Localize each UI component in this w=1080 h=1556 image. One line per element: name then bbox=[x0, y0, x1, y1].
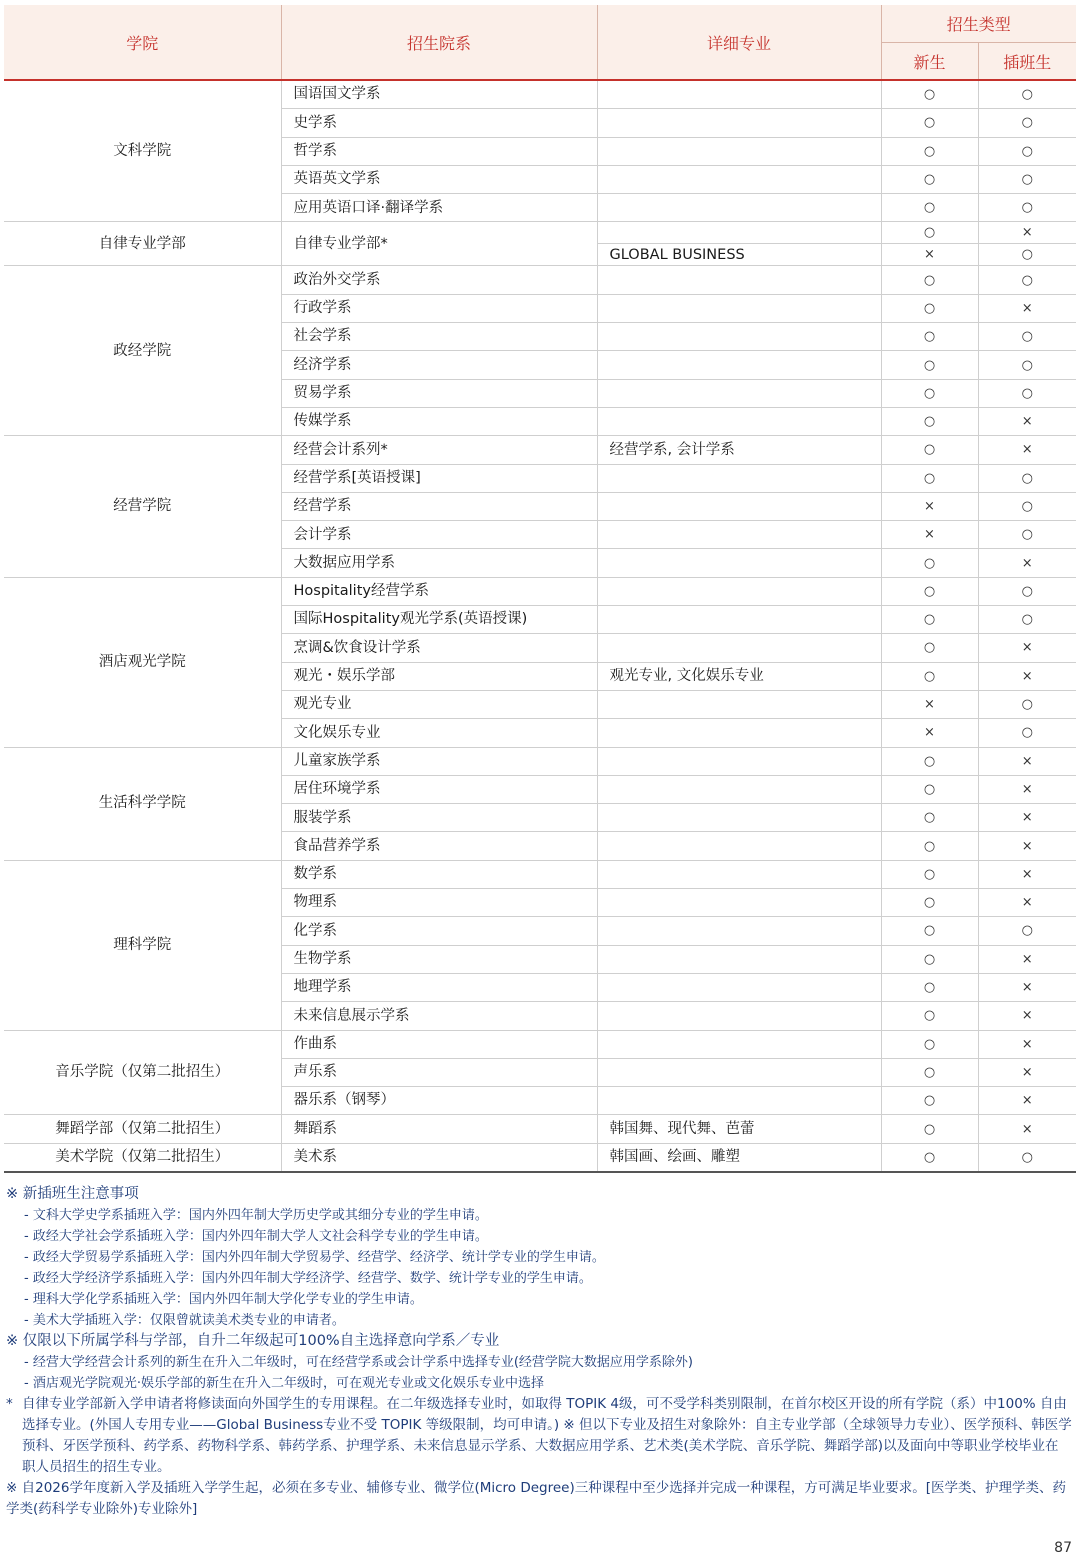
department-cell: 未来信息展示学系 bbox=[281, 1002, 597, 1030]
freshman-mark: ○ bbox=[881, 436, 978, 464]
major-cell: 韩国舞、现代舞、芭蕾 bbox=[597, 1115, 881, 1143]
major-cell bbox=[597, 379, 881, 407]
freshman-mark: ○ bbox=[881, 606, 978, 634]
transfer-mark: × bbox=[978, 804, 1076, 832]
transfer-mark: × bbox=[978, 832, 1076, 860]
star-note-text: 自律专业学部新入学申请者将修读面向外国学生的专用课程。在二年级选择专业时，如取得 TOPIK 4级，可不受学科类别限制，在首尔校区开设的所有学院（系）中100% 自由选择专业。(外国人专用专业——Global Business专业不受 TOPIK 等级限制，均可申请。) ※ 但以下专业及招生对象除外：自主专业学部（全球领导力专业）、医学预科、韩医学预科、牙医学预科、药学系、药物科学系、韩药学系、护理学系、未来信息显示学系、大数据应用学系、艺术类(美术学院、音乐学院、舞蹈学部)以及面向中等职业学校毕业在职人员招生的招生专业。 bbox=[22, 1396, 1072, 1475]
table-body bbox=[4, 80, 1076, 1172]
transfer-mark: ○ bbox=[978, 137, 1076, 165]
major-cell bbox=[597, 690, 881, 718]
header-major: 详细专业 bbox=[597, 5, 881, 80]
major-cell bbox=[597, 577, 881, 605]
freshman-mark: × bbox=[881, 690, 978, 718]
transfer-mark: × bbox=[978, 1002, 1076, 1030]
department-cell: 政治外交学系 bbox=[281, 266, 597, 294]
star-note bbox=[6, 1394, 1072, 1478]
major-cell bbox=[597, 775, 881, 803]
freshman-mark: ○ bbox=[881, 973, 978, 1001]
table-row bbox=[4, 860, 1076, 888]
major-cell bbox=[597, 407, 881, 435]
table-row bbox=[4, 436, 1076, 464]
transfer-mark: × bbox=[978, 889, 1076, 917]
freshman-mark: ○ bbox=[881, 832, 978, 860]
freshman-mark: × bbox=[881, 521, 978, 549]
transfer-mark: × bbox=[978, 747, 1076, 775]
major-cell bbox=[597, 747, 881, 775]
major-cell bbox=[597, 351, 881, 379]
major-cell bbox=[597, 492, 881, 520]
transfer-mark: × bbox=[978, 775, 1076, 803]
freshman-mark: ○ bbox=[881, 860, 978, 888]
transfer-mark: ○ bbox=[978, 719, 1076, 747]
freshman-mark: ○ bbox=[881, 945, 978, 973]
department-cell: 烹调&饮食设计学系 bbox=[281, 634, 597, 662]
star-mark: * bbox=[6, 1396, 13, 1412]
major-cell bbox=[597, 917, 881, 945]
transfer-mark: ○ bbox=[978, 109, 1076, 137]
department-cell: 化学系 bbox=[281, 917, 597, 945]
freshman-mark: ○ bbox=[881, 407, 978, 435]
note-item: - 美术大学插班入学：仅限曾就读美术类专业的申请者。 bbox=[24, 1313, 345, 1328]
freshman-mark: ○ bbox=[881, 889, 978, 917]
major-cell bbox=[597, 889, 881, 917]
freshman-mark: ○ bbox=[881, 1002, 978, 1030]
major-cell bbox=[597, 945, 881, 973]
note-item: - 政经大学经济学系插班入学：国内外四年制大学经济学、经营学、数学、统计学专业的学生申请。 bbox=[24, 1271, 592, 1286]
major-cell bbox=[597, 860, 881, 888]
transfer-mark: × bbox=[978, 222, 1076, 244]
department-cell: 观光・娱乐学部 bbox=[281, 662, 597, 690]
college-cell: 美术学院（仅第二批招生） bbox=[4, 1143, 281, 1172]
major-cell bbox=[597, 222, 881, 244]
page-number: 87 bbox=[1054, 1540, 1072, 1556]
transfer-mark: ○ bbox=[978, 464, 1076, 492]
department-cell: 舞蹈系 bbox=[281, 1115, 597, 1143]
transfer-notes-list bbox=[6, 1205, 1072, 1331]
freshman-mark: ○ bbox=[881, 775, 978, 803]
department-cell: 英语英文学系 bbox=[281, 165, 597, 193]
transfer-mark: ○ bbox=[978, 492, 1076, 520]
college-cell: 文科学院 bbox=[4, 80, 281, 222]
header-admission-type: 招生类型 bbox=[881, 5, 1076, 43]
freshman-mark: ○ bbox=[881, 194, 978, 222]
table-row bbox=[4, 222, 1076, 244]
major-cell bbox=[597, 194, 881, 222]
department-cell: 传媒学系 bbox=[281, 407, 597, 435]
department-cell: 哲学系 bbox=[281, 137, 597, 165]
major-cell bbox=[597, 266, 881, 294]
transfer-mark: ○ bbox=[978, 266, 1076, 294]
department-cell: 行政学系 bbox=[281, 294, 597, 322]
major-cell bbox=[597, 804, 881, 832]
freshman-mark: ○ bbox=[881, 662, 978, 690]
freshman-mark: ○ bbox=[881, 109, 978, 137]
department-cell: 国际Hospitality观光学系(英语授课) bbox=[281, 606, 597, 634]
note-item: - 理科大学化学系插班入学：国内外四年制大学化学专业的学生申请。 bbox=[24, 1292, 423, 1307]
department-cell: 食品营养学系 bbox=[281, 832, 597, 860]
department-cell: Hospitality经营学系 bbox=[281, 577, 597, 605]
department-cell: 经济学系 bbox=[281, 351, 597, 379]
major-cell bbox=[597, 464, 881, 492]
transfer-mark: ○ bbox=[978, 690, 1076, 718]
note-item: - 文科大学史学系插班入学：国内外四年制大学历史学或其细分专业的学生申请。 bbox=[24, 1208, 488, 1223]
department-cell: 经营会计系列* bbox=[281, 436, 597, 464]
major-cell bbox=[597, 832, 881, 860]
transfer-mark: × bbox=[978, 549, 1076, 577]
freshman-mark: ○ bbox=[881, 747, 978, 775]
transfer-mark: × bbox=[978, 1115, 1076, 1143]
major-cell bbox=[597, 521, 881, 549]
freshman-mark: ○ bbox=[881, 577, 978, 605]
major-cell bbox=[597, 109, 881, 137]
freshman-mark: ○ bbox=[881, 80, 978, 109]
department-cell: 国语国文学系 bbox=[281, 80, 597, 109]
department-cell: 声乐系 bbox=[281, 1058, 597, 1086]
major-cell bbox=[597, 549, 881, 577]
major-cell bbox=[597, 634, 881, 662]
transfer-mark: ○ bbox=[978, 165, 1076, 193]
freshman-mark: ○ bbox=[881, 294, 978, 322]
transfer-mark: × bbox=[978, 1087, 1076, 1115]
transfer-mark: ○ bbox=[978, 1143, 1076, 1172]
freshman-mark: ○ bbox=[881, 351, 978, 379]
major-cell bbox=[597, 80, 881, 109]
department-cell: 物理系 bbox=[281, 889, 597, 917]
header-transfer: 插班生 bbox=[978, 43, 1076, 81]
department-cell: 生物学系 bbox=[281, 945, 597, 973]
major-cell: 观光专业, 文化娱乐专业 bbox=[597, 662, 881, 690]
note-item: - 政经大学贸易学系插班入学：国内外四年制大学贸易学、经营学、经济学、统计学专业的学生申请。 bbox=[24, 1250, 605, 1265]
transfer-mark: ○ bbox=[978, 606, 1076, 634]
freshman-mark: ○ bbox=[881, 323, 978, 351]
department-cell: 居住环境学系 bbox=[281, 775, 597, 803]
transfer-mark: ○ bbox=[978, 521, 1076, 549]
table-row bbox=[4, 1030, 1076, 1058]
department-cell: 贸易学系 bbox=[281, 379, 597, 407]
college-cell: 政经学院 bbox=[4, 266, 281, 436]
transfer-mark: ○ bbox=[978, 379, 1076, 407]
department-cell: 经营学系[英语授课] bbox=[281, 464, 597, 492]
table-row bbox=[4, 1115, 1076, 1143]
freshman-mark: ○ bbox=[881, 165, 978, 193]
department-cell: 文化娱乐专业 bbox=[281, 719, 597, 747]
transfer-mark: × bbox=[978, 1030, 1076, 1058]
freshman-mark: × bbox=[881, 492, 978, 520]
freshman-mark: ○ bbox=[881, 634, 978, 662]
freshman-mark: ○ bbox=[881, 1115, 978, 1143]
freshman-mark: ○ bbox=[881, 1058, 978, 1086]
note-item: - 政经大学社会学系插班入学：国内外四年制大学人文社会科学专业的学生申请。 bbox=[24, 1229, 488, 1244]
major-cell bbox=[597, 1058, 881, 1086]
transfer-mark: ○ bbox=[978, 194, 1076, 222]
major-cell: 经营学系, 会计学系 bbox=[597, 436, 881, 464]
table-row bbox=[4, 577, 1076, 605]
freshman-mark: ○ bbox=[881, 1030, 978, 1058]
transfer-mark: × bbox=[978, 436, 1076, 464]
department-cell: 服装学系 bbox=[281, 804, 597, 832]
college-cell: 生活科学学院 bbox=[4, 747, 281, 860]
transfer-mark: ○ bbox=[978, 323, 1076, 351]
freshman-mark: ○ bbox=[881, 1087, 978, 1115]
major-cell bbox=[597, 137, 881, 165]
table-row bbox=[4, 80, 1076, 109]
freshman-mark: ○ bbox=[881, 222, 978, 244]
department-cell: 经营学系 bbox=[281, 492, 597, 520]
major-cell bbox=[597, 973, 881, 1001]
freshman-mark: ○ bbox=[881, 1143, 978, 1172]
department-cell: 应用英语口译·翻译学系 bbox=[281, 194, 597, 222]
freshman-mark: ○ bbox=[881, 917, 978, 945]
transfer-mark: ○ bbox=[978, 917, 1076, 945]
college-cell: 理科学院 bbox=[4, 860, 281, 1030]
transfer-mark: × bbox=[978, 945, 1076, 973]
transfer-mark: × bbox=[978, 1058, 1076, 1086]
header-department: 招生院系 bbox=[281, 5, 597, 80]
transfer-mark: × bbox=[978, 973, 1076, 1001]
department-cell: 自律专业学部* bbox=[281, 222, 597, 266]
transfer-mark: ○ bbox=[978, 80, 1076, 109]
major-cell: 韩国画、绘画、雕塑 bbox=[597, 1143, 881, 1172]
freshman-mark: ○ bbox=[881, 464, 978, 492]
note-item: - 经营大学经营会计系列的新生在升入二年级时，可在经营学系或会计学系中选择专业(经营学院大数据应用学系除外) bbox=[24, 1355, 693, 1370]
department-cell: 会计学系 bbox=[281, 521, 597, 549]
major-cell bbox=[597, 294, 881, 322]
department-cell: 社会学系 bbox=[281, 323, 597, 351]
table-row bbox=[4, 266, 1076, 294]
college-cell: 自律专业学部 bbox=[4, 222, 281, 266]
department-cell: 地理学系 bbox=[281, 973, 597, 1001]
department-cell: 作曲系 bbox=[281, 1030, 597, 1058]
graduation-note: ※ 自2026学年度新入学及插班入学学生起，必须在多专业、辅修专业、微学位(Micro Degree)三种课程中至少选择并完成一种课程，方可满足毕业要求。[医学类、护理学类、药学类(药科学专业除外)专业除外] bbox=[6, 1480, 1067, 1517]
department-cell: 大数据应用学系 bbox=[281, 549, 597, 577]
transfer-mark: × bbox=[978, 634, 1076, 662]
major-cell bbox=[597, 719, 881, 747]
header-freshman: 新生 bbox=[881, 43, 978, 81]
college-cell: 经营学院 bbox=[4, 436, 281, 577]
freshman-mark: ○ bbox=[881, 549, 978, 577]
major-cell bbox=[597, 1087, 881, 1115]
department-cell: 数学系 bbox=[281, 860, 597, 888]
freshman-mark: × bbox=[881, 244, 978, 266]
major-cell bbox=[597, 1030, 881, 1058]
college-cell: 舞蹈学部（仅第二批招生） bbox=[4, 1115, 281, 1143]
major-cell: GLOBAL BUSINESS bbox=[597, 244, 881, 266]
note-item: - 酒店观光学院观光·娱乐学部的新生在升入二年级时，可在观光专业或文化娱乐专业中选择 bbox=[24, 1376, 544, 1391]
notes-section bbox=[6, 1184, 1072, 1520]
department-cell: 史学系 bbox=[281, 109, 597, 137]
admission-table bbox=[4, 5, 1076, 1173]
table-row bbox=[4, 747, 1076, 775]
transfer-mark: × bbox=[978, 662, 1076, 690]
freshman-mark: ○ bbox=[881, 804, 978, 832]
choice-notes-list bbox=[6, 1352, 1072, 1394]
transfer-mark: ○ bbox=[978, 577, 1076, 605]
choice-notes-title: ※ 仅限以下所属学科与学部，自升二年级起可100%自主选择意向学系／专业 bbox=[6, 1333, 500, 1349]
transfer-notes-title: ※ 新插班生注意事项 bbox=[6, 1186, 139, 1202]
department-cell: 器乐系（钢琴） bbox=[281, 1087, 597, 1115]
freshman-mark: × bbox=[881, 719, 978, 747]
table-row bbox=[4, 1143, 1076, 1172]
transfer-mark: × bbox=[978, 407, 1076, 435]
freshman-mark: ○ bbox=[881, 266, 978, 294]
transfer-mark: ○ bbox=[978, 351, 1076, 379]
major-cell bbox=[597, 165, 881, 193]
transfer-mark: × bbox=[978, 860, 1076, 888]
transfer-mark: ○ bbox=[978, 244, 1076, 266]
freshman-mark: ○ bbox=[881, 137, 978, 165]
header-college: 学院 bbox=[4, 5, 281, 80]
department-cell: 儿童家族学系 bbox=[281, 747, 597, 775]
college-cell: 音乐学院（仅第二批招生） bbox=[4, 1030, 281, 1115]
department-cell: 观光专业 bbox=[281, 690, 597, 718]
major-cell bbox=[597, 323, 881, 351]
major-cell bbox=[597, 1002, 881, 1030]
freshman-mark: ○ bbox=[881, 379, 978, 407]
transfer-mark: × bbox=[978, 294, 1076, 322]
major-cell bbox=[597, 606, 881, 634]
college-cell: 酒店观光学院 bbox=[4, 577, 281, 747]
department-cell: 美术系 bbox=[281, 1143, 597, 1172]
